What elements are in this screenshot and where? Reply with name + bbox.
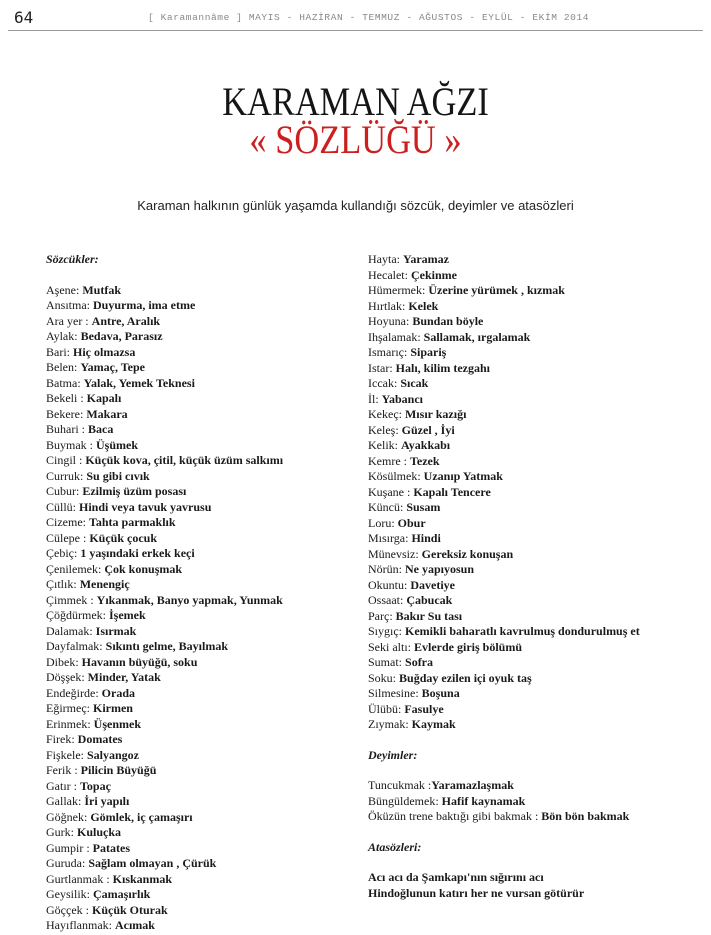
entry-term: Endeğirde: [46,685,102,700]
entry-term: Göğnek: [46,809,91,824]
glossary-entry [368,330,698,346]
entry-term: Hoyuna: [368,314,413,328]
entry-definition: Boşuna [421,686,460,700]
glossary-entry [368,252,698,268]
article-subtitle: « SÖZLÜĞÜ » [249,117,462,162]
glossary-entry [46,918,356,934]
entry-term: Parç: [368,608,396,623]
entry-definition: Buğday ezilen içi oyuk taş [399,670,532,685]
entry-definition: Minder, Yatak [87,670,161,684]
entry-term: Cizeme: [46,515,89,529]
entry-term: Bekere: [46,406,87,421]
entry-term: Büngüldemek: [368,793,442,808]
entry-term: Hayıflanmak: [46,918,115,932]
entry-definition: 1 yaşındaki erkek keçi [80,546,195,560]
entry-definition: Duyurma, ima etme [93,298,196,312]
proverb: Hindoğlunun katırı her ne vursan götürür [368,885,585,900]
entry-definition: Üşenmek [93,716,141,731]
entry-definition: Fasulye [404,701,444,716]
glossary-entry [368,809,698,825]
entry-term: Mısırga: [368,531,412,545]
entry-term: Firek: [46,732,78,746]
left-column [46,252,356,934]
entry-term: Gumpir : [46,840,93,855]
entry-definition: Pilicin Büyüğü [80,763,157,777]
entry-definition: Küçük çocuk [89,530,158,545]
glossary-entry [46,701,356,717]
glossary-entry [46,670,356,686]
entry-term: Bekeli : [46,391,87,405]
entry-term: Belen: [46,360,81,374]
entry-term: Istar: [368,360,396,375]
entry-term: Hümermek: [368,283,429,297]
entry-definition: Su gibi cıvık [86,468,150,483]
entry-term: Çenilemek: [46,561,105,576]
entry-definition: Antre, Aralık [91,313,161,328]
glossary-entry [46,500,356,516]
page-number: 64 [14,8,34,27]
entry-definition: Güzel , İyi [401,422,455,437]
entry-term: Hayta: [368,252,403,266]
entry-definition: Kelek [408,298,439,313]
entry-term: Kelik: [368,438,401,452]
entry-term: Okuntu: [368,577,411,592]
entry-term: Döşşek: [46,670,88,684]
glossary-entry [46,438,356,454]
glossary-entry [46,531,356,547]
entry-definition: Küçük kova, çitil, küçük üzüm salkımı [85,453,284,467]
glossary-entry [368,531,698,547]
section-heading-sozcukler: Sözcükler: [46,252,99,266]
entry-term: Ossaat: [368,593,407,607]
entry-term: Batma: [46,375,84,390]
entry-term: Sumat: [368,655,406,669]
entry-definition: Kıskanmak [112,871,173,886]
entry-definition: Hindi veya tavuk yavrusu [79,499,212,514]
entry-term: Kuşane : [368,484,414,499]
entry-term: Öküzün trene baktığı gibi bakmak : [368,809,542,823]
entry-term: Münevsiz: [368,546,422,561]
entry-definition: Obur [397,515,426,530]
glossary-entry [46,484,356,500]
entry-term: Geysilik: [46,887,93,901]
glossary-entry [46,810,356,826]
entry-term: Sıygıç: [368,624,406,638]
entry-definition: Baca [88,422,114,436]
entry-definition: Küçük Oturak [91,902,168,917]
glossary-entry [46,794,356,810]
entry-definition: Kapalı [86,391,122,405]
glossary-entry [368,624,698,640]
glossary-entry [368,516,698,532]
glossary-entry [46,422,356,438]
glossary-entry [46,314,356,330]
sozcukler-list-right [368,252,698,733]
glossary-entry [368,547,698,563]
entry-definition: Yıkanmak, Banyo yapmak, Yunmak [96,592,283,607]
entry-term: Buymak : [46,437,96,452]
entry-definition: Mısır kazığı [404,407,467,421]
entry-definition: Yaramazlaşmak [431,778,514,792]
entry-definition: Tahta parmaklık [88,515,176,529]
sozcukler-list-left [46,283,356,934]
entry-term: Kekeç: [368,407,405,421]
section-heading-deyimler: Deyimler: [368,747,418,762]
entry-definition: Bön bön bakmak [541,809,630,823]
entry-definition: İri yapılı [84,794,130,808]
article-intro: Karaman halkının günlük yaşamda kullandığı sözcük, deyimler ve atasözleri [137,198,574,213]
entry-definition: İşemek [109,608,146,622]
entry-definition: Ne yapıyosun [405,562,475,576]
entry-term: Ülübü: [368,701,405,716]
glossary-entry [46,763,356,779]
glossary-entry [46,546,356,562]
entry-definition: Bundan böyle [412,314,484,328]
entry-term: Küncü: [368,500,407,514]
glossary-entry [46,655,356,671]
entry-term: Cubur: [46,484,83,498]
glossary-entry [46,360,356,376]
entry-definition: Üzerine yürümek , kızmak [428,283,565,297]
entry-term: Gurk: [46,825,77,839]
entry-definition: Kuluçka [77,825,122,839]
entry-term: Çimmek : [46,592,97,607]
entry-definition: Sallamak, ırgalamak [423,329,531,344]
glossary-entry [368,671,698,687]
entry-term: Erinmek: [46,716,94,731]
entry-definition: Kirmen [92,701,133,715]
glossary-entry [46,283,356,299]
entry-term: Ismarıç: [368,345,411,359]
entry-term: Gatır : [46,778,80,793]
entry-definition: Gereksiz konuşan [421,546,514,561]
entry-term: Bari: [46,344,73,359]
glossary-entry [368,640,698,656]
entry-term: Kemre : [368,453,410,468]
entry-term: Eğirmeç: [46,701,93,715]
entry-definition: Yaramaz [403,252,449,266]
entry-definition: Yabancı [381,391,424,406]
section-heading-atasozleri: Atasözleri: [368,839,422,854]
entry-definition: Isırmak [95,623,137,638]
glossary-entry [368,469,698,485]
glossary-entry [368,686,698,702]
entry-term: Keleş: [368,422,402,437]
entry-term: Dalamak: [46,623,96,638]
entry-term: Curruk: [46,468,87,483]
deyimler-list [368,778,698,825]
entry-term: Ara yer : [46,313,92,328]
entry-definition: Yamaç, Tepe [80,360,145,374]
entry-term: Iccak: [368,376,401,390]
entry-term: Cingil : [46,453,86,467]
entry-definition: Sipariş [410,345,447,359]
proverb: Acı acı da Şamkapı'nın sığırını acı [368,870,544,884]
entry-term: Guruda: [46,856,89,870]
entry-term: Cülepe : [46,530,90,545]
entry-term: Çıtlık: [46,577,80,591]
glossary-entry [368,717,698,733]
glossary-entry [46,515,356,531]
entry-definition: Halı, kilim tezgahı [395,360,490,375]
entry-term: Gallak: [46,794,85,808]
right-column [368,252,698,901]
entry-term: Çöğdürmek: [46,608,109,622]
glossary-entry [368,345,698,361]
glossary-entry [46,779,356,795]
glossary-entry [46,469,356,485]
glossary-entry [368,438,698,454]
entry-definition: Patates [92,840,130,855]
glossary-entry [46,903,356,919]
entry-definition: Çok konuşmak [104,561,183,576]
glossary-entry [368,299,698,315]
entry-term: Seki altı: [368,639,414,654]
glossary-entry [368,778,698,794]
entry-term: Dayfalmak: [46,639,106,653]
entry-definition: Topaç [80,778,111,793]
glossary-entry [368,392,698,408]
entry-term: Buhari : [46,422,88,436]
glossary-entry [368,268,698,284]
entry-term: Aşene: [46,282,83,297]
entry-definition: Kaymak [411,717,456,731]
entry-definition: Yalak, Yemek Teknesi [83,375,195,390]
entry-term: Çebiç: [46,546,81,560]
entry-term: Kösülmek: [368,469,424,483]
entry-term: Ferik : [46,763,81,777]
glossary-entry [46,407,356,423]
entry-term: Ihşalamak: [368,329,424,344]
glossary-entry [368,794,698,810]
glossary-entry [46,686,356,702]
page-header [8,8,703,30]
glossary-entry [368,702,698,718]
glossary-entry [368,283,698,299]
entry-term: Fişkele: [46,747,87,762]
entry-definition: Sıcak [400,376,429,390]
entry-definition: Çabucak [406,593,453,607]
glossary-entry [368,578,698,594]
entry-definition: Susam [406,500,441,514]
entry-term: Göççek : [46,902,92,917]
entry-definition: Havanın büyüğü, soku [81,654,198,669]
glossary-entry [46,298,356,314]
entry-definition: Çamaşırlık [93,887,151,901]
glossary-entry [46,872,356,888]
glossary-entry [46,825,356,841]
entry-definition: Sağlam olmayan , Çürük [88,856,217,870]
glossary-entry [46,887,356,903]
entry-definition: Salyangoz [87,747,140,762]
entry-definition: Üşümek [96,437,139,452]
glossary-entry [368,376,698,392]
entry-term: Zıymak: [368,717,412,731]
entry-term: Hecalet: [368,267,411,282]
glossary-entry [46,748,356,764]
entry-definition: Hiç olmazsa [73,344,136,359]
entry-definition: Ayakkabı [401,438,451,452]
entry-definition: Sofra [405,655,434,669]
glossary-entry [46,856,356,872]
entry-term: Hırtlak: [368,298,409,313]
glossary-entry [46,624,356,640]
header-rule [8,30,703,31]
entry-definition: Bedava, Parasız [80,329,163,343]
entry-definition: Hindi [411,531,441,545]
glossary-entry [368,361,698,377]
entry-term: Cüllü: [46,499,80,514]
running-head: [ Karamannâme ] MAYIS - HAZİRAN - TEMMUZ - AĞUSTOS - EYLÜL - EKİM 2014 [148,12,590,23]
glossary-entry [46,345,356,361]
entry-definition: Uzanıp Yatmak [423,469,503,483]
glossary-entry [46,732,356,748]
glossary-entry [368,454,698,470]
glossary-entry [368,407,698,423]
entry-definition: Tezek [409,453,440,468]
glossary-entry [368,562,698,578]
glossary-entry [368,423,698,439]
entry-definition: Ezilmiş üzüm posası [82,484,187,498]
glossary-entry [46,608,356,624]
atasozleri-list [368,870,698,901]
entry-term: Dibek: [46,654,82,669]
entry-term: Ansıtma: [46,298,93,312]
glossary-entry [368,609,698,625]
entry-term: Silmesine: [368,686,422,700]
glossary-entry [368,500,698,516]
glossary-entry [46,391,356,407]
entry-definition: Hafif kaynamak [441,793,526,808]
entry-definition: Makara [86,406,128,421]
glossary-entry [368,314,698,330]
entry-term: Tuncukmak : [368,778,432,792]
glossary-entry [46,376,356,392]
glossary-entry [46,639,356,655]
article-title: KARAMAN AĞZI [222,79,489,124]
entry-definition: Domates [77,732,123,746]
glossary-entry [46,717,356,733]
entry-term: Soku: [368,670,400,685]
entry-term: Loru: [368,515,398,530]
glossary-entry [46,593,356,609]
entry-definition: Acımak [114,918,155,932]
glossary-entry [46,577,356,593]
entry-definition: Menengiç [79,577,130,591]
entry-definition: Kemikli baharatlı kavrulmuş dondurulmuş et [405,624,640,638]
entry-definition: Mutfak [82,282,121,297]
entry-definition: Orada [101,685,135,700]
entry-definition: Bakır Su tası [395,608,463,623]
entry-term: Gurtlanmak : [46,871,113,886]
glossary-entry [46,841,356,857]
glossary-entry [368,485,698,501]
entry-definition: Kapalı Tencere [413,484,491,499]
entry-definition: Davetiye [410,577,455,592]
entry-definition: Evlerde giriş bölümü [414,639,523,654]
entry-definition: Çekinme [410,267,457,282]
entry-definition: Sıkıntı gelme, Bayılmak [105,639,228,653]
entry-definition: Gömlek, iç çamaşırı [90,809,193,824]
glossary-entry [368,655,698,671]
glossary-entry [46,329,356,345]
glossary-entry [46,453,356,469]
glossary-entry [46,562,356,578]
entry-term: Nörün: [368,562,405,576]
glossary-entry [368,593,698,609]
entry-term: İl: [368,391,382,406]
entry-term: Aylak: [46,329,81,343]
